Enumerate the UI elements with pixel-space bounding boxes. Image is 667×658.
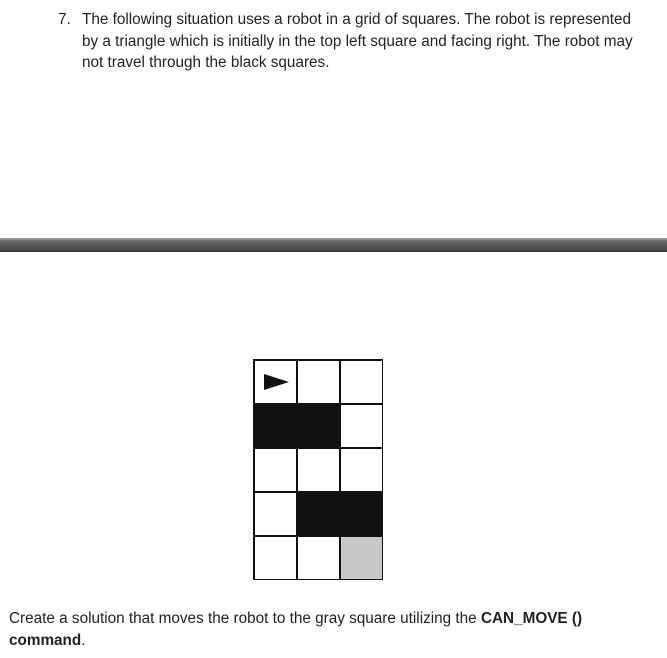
- grid-cell-blocked: [255, 405, 296, 447]
- grid-cell-robot: [255, 361, 296, 403]
- grid-cell-goal: [341, 537, 382, 579]
- command-name: CAN_MOVE (): [480, 610, 583, 627]
- robot-grid: [253, 359, 383, 580]
- grid-cell-open: [298, 361, 339, 403]
- question-number: 7.: [58, 11, 71, 28]
- command-word: command: [9, 631, 82, 649]
- grid-cell-open: [341, 405, 382, 447]
- grid-cell-blocked: [341, 493, 382, 535]
- question-text: The following situation uses a robot in a grid of squares. The robot is represented by a triangle which is initially in the top left square and facing right. The robot may not travel through the black squares.: [82, 11, 633, 71]
- grid-cell-open: [341, 449, 382, 491]
- instruction-text: [9, 608, 649, 651]
- grid-cell-open: [255, 537, 296, 579]
- instruction-prefix: Create a solution that moves the robot to the gray square utilizing the: [9, 610, 481, 627]
- horizontal-divider: [0, 238, 667, 252]
- grid-cell-blocked: [298, 493, 339, 535]
- robot-triangle-icon: [264, 374, 289, 390]
- grid-cell-open: [298, 537, 339, 579]
- instruction-end: .: [81, 631, 86, 649]
- question-block: [58, 9, 638, 74]
- grid-cell-open: [298, 449, 339, 491]
- grid-cell-open: [341, 361, 382, 403]
- grid-cell-open: [255, 493, 296, 535]
- grid-cell-blocked: [298, 405, 339, 447]
- grid-cell-open: [255, 449, 296, 491]
